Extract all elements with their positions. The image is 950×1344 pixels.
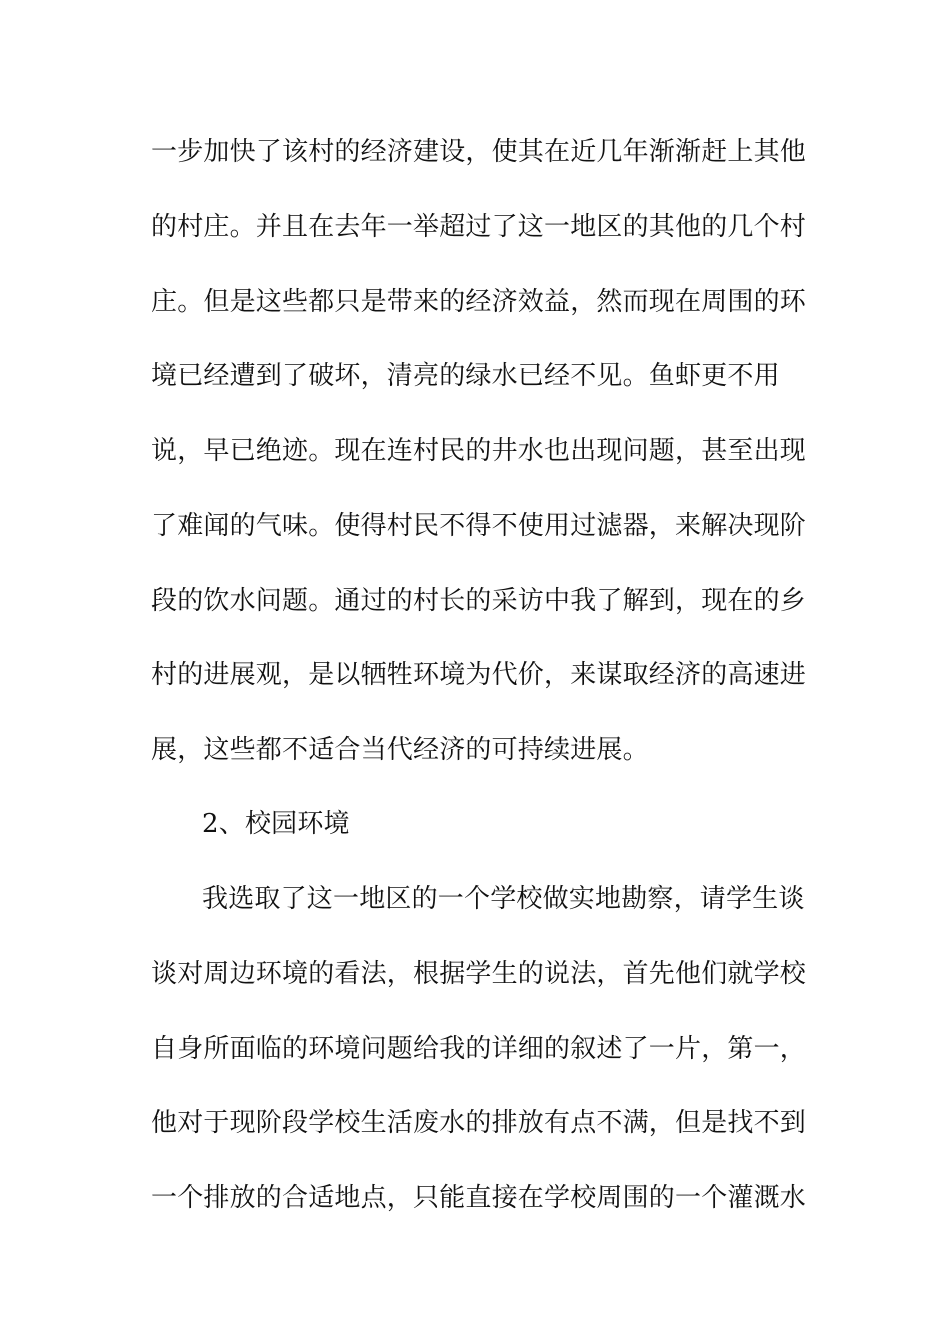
paragraph-line: 段的饮水问题。通过的村长的采访中我了解到，现在的乡: [151, 586, 807, 616]
paragraph-line: 谈对周边环境的看法，根据学生的说法，首先他们就学校: [151, 959, 807, 989]
paragraph-line: 展，这些都不适合当代经济的可持续进展。: [151, 735, 649, 765]
paragraph-line: 境已经遭到了破坏，清亮的绿水已经不见。鱼虾更不用: [151, 361, 780, 391]
paragraph-line: 他对于现阶段学校生活废水的排放有点不满，但是找不到: [151, 1108, 807, 1138]
paragraph-line: 自身所面临的环境问题给我的详细的叙述了一片，第一，: [151, 1034, 807, 1064]
paragraph-line: 村的进展观，是以牺牲环境为代价，来谋取经济的高速进: [151, 660, 807, 690]
section-heading: 2、校园环境: [202, 809, 350, 839]
paragraph-line: 说，早已绝迹。现在连村民的井水也出现问题，甚至出现: [151, 436, 807, 466]
paragraph-line: 我选取了这一地区的一个学校做实地勘察，请学生谈: [202, 884, 805, 914]
paragraph-line: 一步加快了该村的经济建设，使其在近几年渐渐赶上其他: [151, 137, 807, 167]
paragraph-line: 一个排放的合适地点，只能直接在学校周围的一个灌溉水: [151, 1183, 807, 1213]
paragraph-line: 庄。但是这些都只是带来的经济效益，然而现在周围的环: [151, 287, 807, 317]
paragraph-line: 了难闻的气味。使得村民不得不使用过滤器，来解决现阶: [151, 511, 807, 541]
paragraph-line: 的村庄。并且在去年一举超过了这一地区的其他的几个村: [151, 212, 807, 242]
